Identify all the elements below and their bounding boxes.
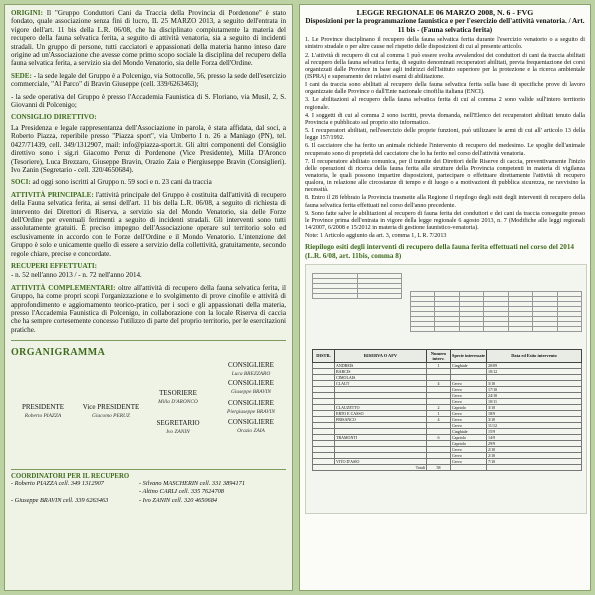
table-cell: Cervo (451, 398, 487, 404)
coordinatori-title: COORDINATORI PER IL RECUPERO (11, 473, 130, 481)
table-cell: Cervo (451, 380, 487, 386)
complementari-heading: ATTIVITÀ COMPLEMENTARI: (11, 283, 116, 292)
legge-subtitle: Disposizioni per la programmazione faunistica e per l'esercizio dell'attività venatoria. / Art. 11 bis - (Fauna selvatica ferita) (305, 17, 585, 34)
col-header: Specie interessate (451, 349, 487, 362)
table-cell: 10/12 (487, 368, 582, 374)
col-header: Numero interv. (427, 349, 451, 362)
table-cell: Capriolo (451, 434, 487, 440)
table-cell: Cervo (451, 392, 487, 398)
right-column (299, 4, 591, 591)
table-cell: 20/09 (487, 362, 582, 368)
consiglio-text: La Presidenza e legale rappresentanza dell'Associazione in parola, è stata affidata, dal soci, a Roberto Piazza, reperibile presso "Piazza sport", via Umberto I n. 26 a Maniago (PN), tel. 0427/71439, cell. 349/1312907, mail: info@piazza-sport.it. Gli altri componenti del Consiglio direttivo sono i sig.ri Giacomo Peruz di Pordenone (Vice Presidente), Milla D'Aronco (Tesoriere), Luca Brezzaro, Giuseppe Bravin, Orazio Zaia e Piergiuseppe Bravin (Consiglieri). Ivo Zanin (Segretario - cell. 320/4650684). (11, 123, 286, 174)
total-label: Totali (313, 464, 427, 470)
article-item: 8. Entro il 28 febbraio la Provincia trasmette alla Regione il riepilogo degli esiti degli interventi di recupero della fauna selvatica ferita effettuati nel corso dell'anno precedente. (305, 195, 585, 209)
article-item: 2. L'attività di recupero di cui al comma 1 può essere svolta avvalendosi dei conduttori di cani da traccia abilitati al recupero della fauna selvatica ferita, di seguito denominati recuperatori abilitati, previa frequentazione dei corsi organizzati dalle Province in base agli indirizzi dell'Istituto superiore per la protezione e la ricerca ambientale (ISPRA) e superamento dei relativi esami di abilitazione. (305, 52, 585, 80)
table-cell: 3/10 (487, 416, 582, 422)
organigramma-chart (11, 361, 286, 469)
table-cell: Cervo (451, 386, 487, 392)
col-header: DISTR. (313, 349, 335, 362)
legge-articles (305, 37, 585, 232)
table-cell: CLAUZETTO (335, 404, 427, 410)
table-cell: Cervo (451, 452, 487, 458)
table-cell: 29/9 (487, 440, 582, 446)
table-cell: 1 (427, 362, 451, 368)
table-cell: 2/10 (487, 446, 582, 452)
legge-note: Note: 1 Articolo aggiunto da art. 3, comma 1, L R. 7/2013 (305, 233, 447, 240)
complementari-text: oltre all'attività di recupero della fauna selvatica ferita, il Gruppo, ha come propri scopi l'organizzazione e lo svolgimento di prove cinofile e attività di approfondimento e aggiornamento teorico-pratico, per i soci e gli appassionati della materia, presso l'Accademia Faunistica di Polcenigo, in collaborazione con la locale Riserva di caccia che ha sempre cortesemente concesso l'utilizzo di parte del proprio territorio, per le esercitazioni pratiche. (11, 283, 287, 334)
table-cell: 18/9 (487, 410, 582, 416)
attivita-text: l'attività principale del Gruppo è costituita dall'attività di recupero della Fauna selvatica ferita, ai sensi dell'art. 11 bis della L.R. 06/08, a seguito di richiesta di intervento dei Direttori di Riserva, a servizio sia del Mondo Venatorio, sia delle Forze dell'Ordine per eventuali ferimenti a seguito di incidenti stradali. Gli interventi sono tutti assolutamente gratuiti. È preciso impegno dell'Associazione operare sul territorio solo ed esclusivamente in accordo con le Forze dell'Ordine e il Mondo Venatorio. L'intenzione del Gruppo è solo e unicamente quello di essere a servizio della collettività, gratuitamente, secondo regole chiare, precise e concordate. (11, 190, 286, 258)
interventi-table (312, 349, 582, 471)
table-cell: 7/10 (487, 458, 582, 464)
coord-cell: - Ivo ZANIN cell. 320 4650684 (139, 496, 218, 504)
attivita-heading: ATTIVITÀ PRINCIPALE: (11, 190, 94, 199)
summary-table-right (410, 291, 582, 332)
divider-2 (11, 469, 286, 470)
table-cell: 17/10 (487, 386, 582, 392)
coordinatori-list (11, 480, 286, 505)
consigliere-name-1: Luca BREZZARO (231, 371, 271, 378)
table-cell: 3/10 (487, 404, 582, 410)
origini-paragraph (11, 9, 286, 68)
col-header: RISERVA O AFV (335, 349, 427, 362)
article-item: 7. Il recuperatore abilitato comunica, per il tramite dei Direttori delle Riserve di caccia, preventivamente l'inizio delle operazioni di ricerca della fauna ferita alle strutture della Provincia competenti in materia di vigilanza venatoria, le quali possono impartire disposizioni, partecipare o effettuare direttamente l'attività di recupero qualora, in relazione alle circostanze di tempo e di luogo o a motivazioni di pubblica sicurezza, ne ravvisino la necessità. (305, 158, 585, 194)
table-cell: 10/11 (487, 398, 582, 404)
table-cell: BARCIS (335, 368, 427, 374)
consigliere-name-3: Piergiuseppe BRAVIN (227, 409, 275, 416)
article-item: 3. Le abilitazioni al recupero della fauna selvatica ferita di cui al comma 2 sono valide sull'intero territorio regionale. (305, 97, 585, 111)
table-cell: Cervo (451, 458, 487, 464)
col-header: Data ed Esito intervento (487, 349, 582, 362)
vice-name: Giacomo PERUZ (92, 413, 130, 420)
attivita-paragraph (11, 191, 286, 258)
article-item: 1. Le Province disciplinano il recupero della fauna selvatica ferita durante l'esercizio venatorio o a seguito di sinistro stradale o per altre cause nel rispetto delle disposizioni di cui al presente articolo. (305, 37, 585, 51)
left-column (4, 4, 293, 591)
riepilogo-title: Riepilogo esiti degli interventi di recupero della fauna ferita effettuati nel corso del 2014 (L.R. 6/08, art. 11bis, comma 8) (305, 243, 575, 260)
sede-text: - la sede legale del Gruppo è a Polcenigo, via Sottocolle, 56, presso la sede dell'esercizio commerciale, "Al Parco" di Bravin Giuseppe (cell. 339/6263463); (11, 71, 286, 89)
organigramma-title: ORGANIGRAMMA (11, 347, 106, 359)
presidente-name: Roberto PIAZZA (24, 413, 62, 420)
coord-cell (11, 488, 139, 496)
table-cell: 1 (427, 410, 451, 416)
segretario-name: Ivo ZANIN (166, 429, 190, 436)
table-cell: 24/10 (487, 392, 582, 398)
table-cell: Capriolo (451, 404, 487, 410)
soci-paragraph (11, 178, 286, 186)
table-cell: Cervo (451, 446, 487, 452)
article-item: 9. Sono fatte salve le abilitazioni al recupero di fauna ferita dei conduttori e dei cani da traccia conseguite presso le Province prima dell'entrata in vigore della legge regionale 6 agosto 2013, n. 7 (Modifiche alle leggi regionali 14/2007, 6/2008 e 15/2012 in materia di gestione faunistico-venatoria). (305, 210, 585, 232)
coordinatori-row (11, 497, 286, 505)
recuperi-paragraph (11, 262, 286, 270)
table-cell: 11/12 (487, 422, 582, 428)
consigliere-name-4: Orazio ZAIA (237, 428, 265, 435)
total-value: 58 (427, 464, 451, 470)
coordinatori-row (11, 488, 286, 496)
soci-heading: SOCI: (11, 178, 31, 187)
vice-label: Vice PRESIDENTE (82, 403, 140, 412)
table-cell: TRAMONTI (335, 434, 427, 440)
table-cell: FRISANCO (335, 416, 427, 422)
table-cell: ANDREIS (335, 362, 427, 368)
table-cell: 2/10 (487, 452, 582, 458)
table-cell: Cinghiale (451, 362, 487, 368)
table-cell: Cervo (451, 410, 487, 416)
coordinatori-row (11, 480, 286, 488)
consigliere-label-2: CONSIGLIERE (228, 379, 274, 388)
table-cell: CLAUT (335, 380, 427, 386)
sede-heading: SEDE: (11, 71, 32, 80)
table-cell: 3/10 (487, 380, 582, 386)
table-cell: 6 (427, 434, 451, 440)
coord-cell: - Silvano MASCHERIN cell. 331 3894171 (139, 480, 245, 488)
coord-cell: - Roberto PIAZZA cell. 349 1312907 (11, 480, 104, 488)
origini-heading: ORIGINI: (11, 9, 43, 17)
tesoriere-label: TESORIERE (159, 389, 197, 398)
table-cell: Cervo (451, 416, 487, 422)
tesoriere-name: Milla D'ARONCO (158, 399, 198, 406)
coord-cell: - Altino CARLI cell. 335 7624708 (139, 488, 224, 496)
table-cell (487, 464, 582, 470)
origini-text: Il "Gruppo Conduttori Cani da Traccia della Provincia di Pordenone" è stato fondato, quale associazione senza fini di lucro, IL 25 MARZO 2013, a seguito dell'entrata in vigore dell'art. 11 bis della L.R. 06/08, che ha disciplinato compiutamente la materia del recupero della fauna selvatica ferita, a seguito di attività venatoria, sia a seguito di incidenti stradali. Un gruppo di persone, tutti cacciatori e appassionati della materia hanno inteso dare origine ad un'Associazione che avesse come primo scopo sociale la disciplina del recupero della fauna selvatica ferita, a servizio sia del Mondo Venatorio, sia delle Forza dell'Ordine. (11, 9, 286, 68)
consigliere-label-1: CONSIGLIERE (228, 361, 274, 370)
table-body (313, 362, 582, 470)
consigliere-label-3: CONSIGLIERE (228, 399, 274, 408)
table-total-row (313, 464, 582, 470)
table-header-row (313, 349, 582, 362)
divider (11, 340, 286, 341)
table-cell: ERTO E CASSO (335, 410, 427, 416)
table-cell: Cervo (451, 422, 487, 428)
table-cell (451, 464, 487, 470)
presidente-label: PRESIDENTE (22, 403, 64, 412)
table-cell: VITO D'ASIO (335, 458, 427, 464)
table-cell: 2 (427, 404, 451, 410)
legge-title: LEGGE REGIONALE 06 MARZO 2008, N. 6 - FVG (356, 8, 534, 17)
soci-text: ad oggi sono iscritti al Gruppo n. 59 soci e n. 23 cani da traccia (30, 178, 212, 187)
article-item: 4. I soggetti di cui al comma 2 sono iscritti, previa domanda, nell'Elenco dei recuperatori abilitati tenuto dalla Provincia e pubblicato sul proprio sito informatico. (305, 112, 585, 126)
article-item: 5. I recuperatori abilitati, nell'esercizio delle proprie funzioni, può utilizzare le armi di cui all' articolo 13 della legge 157/1992. (305, 128, 585, 142)
table-cell: CIMOLAIS (335, 374, 427, 380)
table-cell: 4 (427, 380, 451, 386)
recuperi-heading: RECUPERI EFFETTUATI: (11, 261, 97, 270)
sede-text2: - la sede operativa del Gruppo è presso l'Accademia Faunistica di S. Floriano, via Musil, 2, S. Giovanni di Polcenigo; (11, 92, 286, 110)
table-cell: 14/9 (487, 434, 582, 440)
segretario-label: SEGRETARIO (156, 419, 200, 428)
consigliere-name-2: Giuseppe BRAVIN (230, 389, 271, 396)
sede-paragraph (11, 72, 286, 89)
article-item: 6. Il cacciatore che ha ferito un animale richiede l'intervento di recupero del medesimo. Le spoglie dell'animale recuperato sono di proprietà del cacciatore che lo ha ferito nel corso dell'attività venatoria. (305, 143, 585, 157)
consiglio-paragraph (11, 113, 286, 121)
summary-table-left (312, 273, 402, 299)
article-item: I cani da traccia sono abilitati al recupero della fauna selvatica ferita sulla base di specifiche prove di lavoro organizzate dalle Province o dall'Ente nazionale cinofilia italiana (ENCI). (305, 82, 585, 96)
recuperi-text: - n. 52 nell'anno 2013 / - n. 72 nell'anno 2014. (11, 271, 142, 280)
consigliere-label-4: CONSIGLIERE (228, 418, 274, 427)
table-cell: 4 (427, 416, 451, 422)
coord-cell: - Giuseppe BRAVIN cell. 339 6263463 (11, 496, 109, 504)
consiglio-heading: CONSIGLIO DIRETTIVO: (11, 113, 97, 122)
riepilogo-scan (305, 264, 587, 514)
table-cell: Capriolo (451, 440, 487, 446)
table-cell: Cinghiale (451, 428, 487, 434)
complementari-paragraph (11, 284, 286, 334)
table-cell: 15/9 (487, 428, 582, 434)
